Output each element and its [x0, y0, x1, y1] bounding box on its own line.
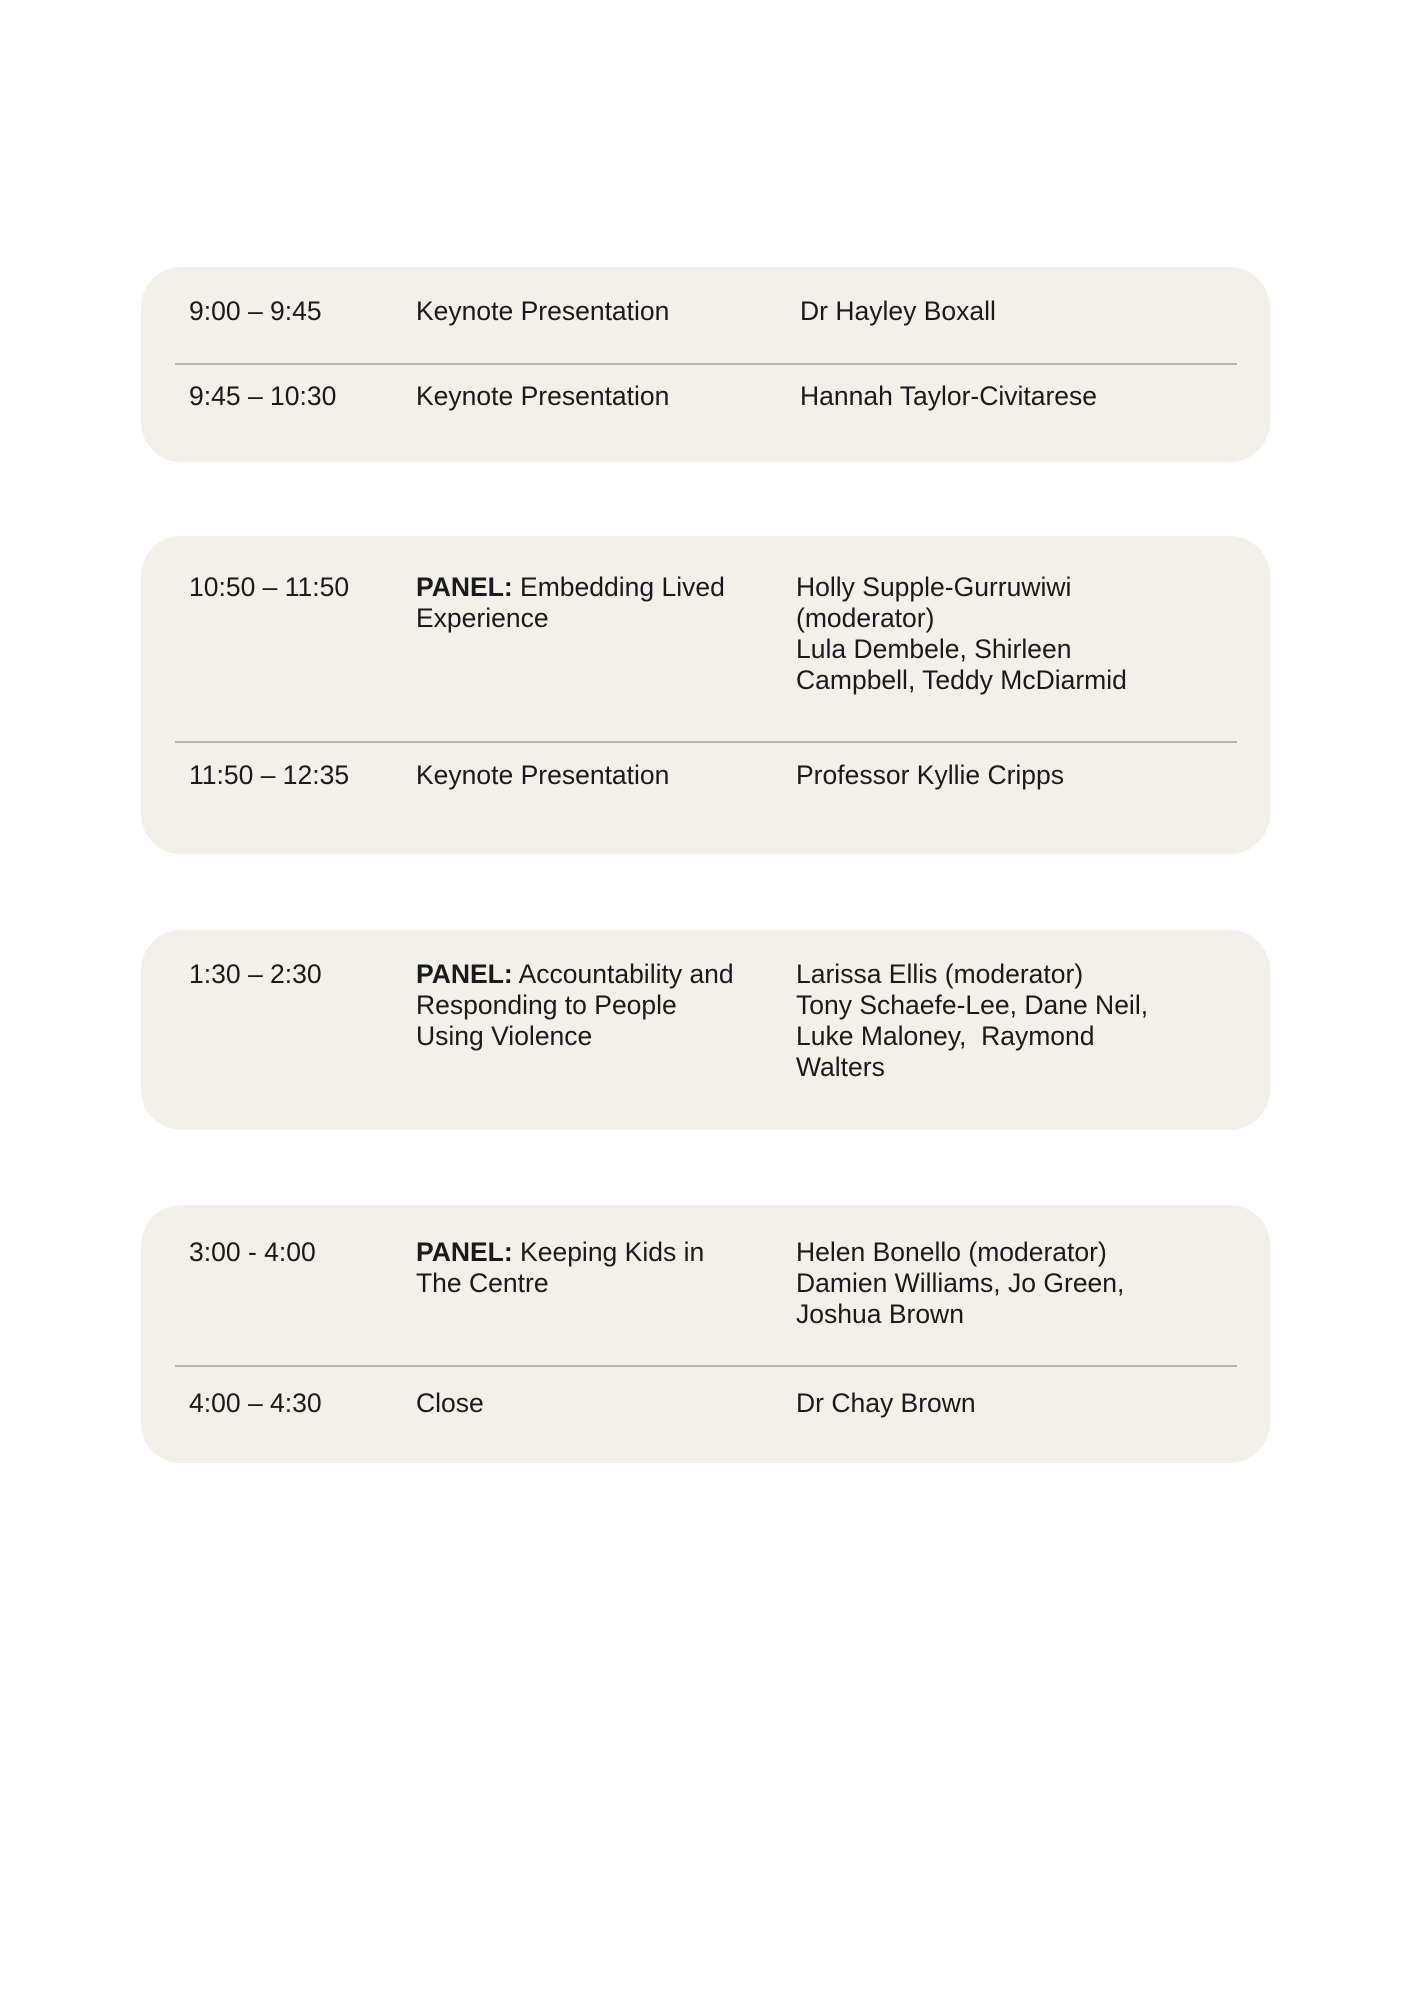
session-speakers: [796, 572, 1221, 696]
speaker-line: Luke Maloney, Raymond: [796, 1021, 1095, 1051]
session-title: [416, 959, 736, 1052]
session-title: [416, 572, 796, 634]
session-title-text: Keynote Presentation: [416, 296, 670, 326]
panel-tag: PANEL:: [416, 959, 513, 989]
session-speakers: [796, 959, 1221, 1083]
session-title-text: Keeping Kids in The Centre: [416, 1237, 705, 1298]
session-speakers: [800, 381, 1225, 412]
session-time: 4:00 – 4:30: [189, 1388, 322, 1418]
speaker-line: Larissa Ellis (moderator): [796, 959, 1084, 989]
session-speakers: [796, 760, 1221, 791]
speaker-line: Walters: [796, 1052, 885, 1082]
session-title-text: Accountability and Responding to People Using Violence: [416, 959, 734, 1051]
row-divider: [175, 363, 1237, 365]
session-speakers: [796, 1237, 1221, 1330]
speaker-line: Campbell, Teddy McDiarmid: [796, 665, 1127, 695]
panel-tag: PANEL:: [416, 1237, 513, 1267]
schedule-block-1: [141, 267, 1270, 462]
schedule-block-4: [141, 1205, 1270, 1463]
session-title: [416, 381, 796, 412]
speaker-line: Tony Schaefe-Lee, Dane Neil,: [796, 990, 1149, 1020]
session-title: [416, 1237, 756, 1299]
session-time: 10:50 – 11:50: [189, 572, 350, 602]
speaker-line: Dr Hayley Boxall: [800, 296, 996, 326]
schedule-block-2: [141, 536, 1270, 854]
speaker-line: Helen Bonello (moderator): [796, 1237, 1107, 1267]
row-divider: [175, 1365, 1237, 1367]
session-time: 3:00 - 4:00: [189, 1237, 316, 1267]
speaker-line: Lula Dembele, Shirleen: [796, 634, 1072, 664]
row-divider: [175, 741, 1237, 743]
session-speakers: [796, 1388, 1221, 1419]
session-speakers: [800, 296, 1225, 327]
speaker-line: Professor Kyllie Cripps: [796, 760, 1065, 790]
speaker-line: Dr Chay Brown: [796, 1388, 976, 1418]
session-time: 9:00 – 9:45: [189, 296, 322, 326]
speaker-line: Hannah Taylor-Civitarese: [800, 381, 1098, 411]
session-title: [416, 296, 796, 327]
schedule-block-3: [141, 930, 1270, 1130]
session-title-text: Close: [416, 1388, 484, 1418]
speaker-line: Holly Supple-Gurruwiwi: [796, 572, 1072, 602]
session-title-text: Keynote Presentation: [416, 381, 670, 411]
session-time: 1:30 – 2:30: [189, 959, 322, 989]
session-title-text: Keynote Presentation: [416, 760, 670, 790]
speaker-line: (moderator): [796, 603, 935, 633]
panel-tag: PANEL:: [416, 572, 513, 602]
session-time: 11:50 – 12:35: [189, 760, 350, 790]
session-time: 9:45 – 10:30: [189, 381, 337, 411]
session-title: [416, 760, 796, 791]
session-title: [416, 1388, 796, 1419]
speaker-line: Damien Williams, Jo Green,: [796, 1268, 1125, 1298]
session-title-text: Embedding Lived Experience: [416, 572, 725, 633]
speaker-line: Joshua Brown: [796, 1299, 964, 1329]
